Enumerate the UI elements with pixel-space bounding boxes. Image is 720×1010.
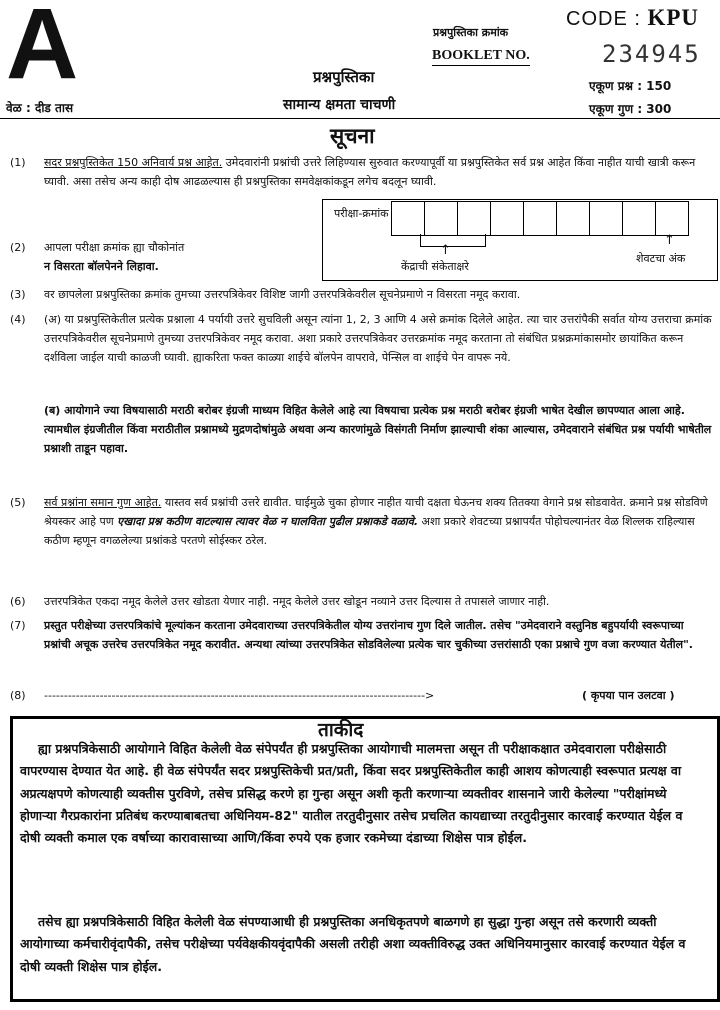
roll-cell[interactable]	[655, 201, 689, 236]
instruction-text-a: (अ) या प्रश्नपुस्तिकेतील प्रत्येक प्रश्नाला 4 पर्यायी उत्तरे सुचविली असून त्यांना 1, 2, 3 आणि 4 असे क्रमांक दिलेले आहेत. त्या चार उत्तरांपैकी सर्वात योग्य उत्तराचा क्रमांक उत्तरपत्रिकेवरील सूचनेप्रमाणे तुमच्या उत्तरपत्रिकेवर नमूद करावा. अशा प्रकारे उत्तरपत्रिकेवर उत्तरक्रमांक नमूद करताना तो संबंधित प्रश्नक्रमांकासमोर छायांकित करून दर्शविला जाईल याची काळजी घ्यावी. ह्याकरिता फक्त काळ्या शाईचे बॉलपेन वापरावे, पेन्सिल वा शाईचे पेन वापरू नये.	[44, 313, 712, 364]
page-title: प्रश्नपुस्तिका	[313, 68, 375, 86]
instruction-number: (3)	[10, 288, 26, 301]
roll-cell[interactable]	[457, 201, 491, 236]
center-code-bracket	[420, 234, 486, 247]
roll-number-cells	[392, 201, 689, 236]
series-letter: A	[6, 0, 79, 100]
instruction-rest: यास्तव सर्व प्रश्नांची उत्तरे द्यावीत. घाईमुळे चुका होणार नाहीत याची दक्षता घेऊनच शक्य तितक्या वेगाने प्रश्न सोडवावेत. क्रमाने प्रश्न सोडविणे श्रेयस्कर आहे पण	[44, 496, 708, 528]
instruction-rest: उमेदवारांनी प्रश्नांची उत्तरे लिहिण्यास सुरुवात करण्यापूर्वी या प्रश्नपुस्तिकेत सर्व प्रश्न आहेत किंवा नाहीत याची खात्री करून घ्यावी. असा तसेच अन्य काही दोष आढळल्यास ही प्रश्नपुस्तिका समवेक्षकांकडून लगेच बदलून घ्यावी.	[44, 156, 696, 188]
warning-title: ताकीद	[318, 719, 364, 741]
roll-number-label: परीक्षा-क्रमांक	[334, 207, 389, 220]
instruction-number: (1)	[10, 156, 26, 169]
instruction-text	[44, 153, 713, 191]
instruction-underlined: सर्व प्रश्नांना समान गुण आहेत.	[44, 496, 162, 509]
instruction-number: (5)	[10, 496, 26, 509]
instruction-emphasis: एखादा प्रश्न कठीण वाटल्यास त्यावर वेळ न घालविता पुढील प्रश्नाकडे वळावे.	[117, 515, 419, 528]
warning-paragraph: ह्या प्रश्नपत्रिकेसाठी आयोगाने विहित केलेली वेळ संपेपर्यंत ही प्रश्नपुस्तिका आयोगाची मालमत्ता असून ती परीक्षाकक्षात उमेदवाराला परीक्षेसाठी वापरण्यास देण्यात येत आहे. ही वेळ संपेपर्यंत सदर प्रश्नपुस्तिकेची प्रत/प्रती, किंवा सदर प्रश्नपुस्तिकेतील काही आशय कोणत्याही स्वरूपात प्रत्यक्ष वा अप्रत्यक्षपणे कोणत्याही व्यक्तीस पुरविणे, तसेच प्रसिद्ध करणे हा गुन्हा असून अशी कृती करणाऱ्या व्यक्तीवर शासनाने जारी केलेल्या "परीक्षांमध्ये होणाऱ्या गैरप्रकारांना प्रतिबंध करण्याबाबतचा अधिनियम-82" यातील तरतुदीनुसार तसेच प्रचलित कायद्याच्या तरतुदीनुसार कारवाई करण्यात येईल व दोषी व्यक्ती कमाल एक वर्षाच्या कारावासाच्या आणि/किंवा रुपये एक हजार रकमेच्या दंडाच्या शिक्षेस पात्र होईल.	[20, 741, 683, 846]
instruction-text-b: (ब) आयोगाने ज्या विषयासाठी मराठी बरोबर इंग्रजी माध्यम विहित केलेले आहे त्या विषयाचा प्रत्येक प्रश्न मराठी बरोबर इंग्रजी भाषेत देखील छापण्यात आला आहे. त्यामधील इंग्रजीतील किंवा मराठीतील प्रश्नामध्ये मुद्रणदोषांमुळे अथवा अन्य कारणांमुळे विसंगती निर्माण झाल्याची शंका आल्यास, उमेदवाराने संबंधित प्रश्न पर्यायी भाषेतील प्रश्नाशी ताडून पहावा.	[44, 404, 712, 455]
code-label: CODE :	[566, 8, 641, 30]
warning-paragraph: तसेच ह्या प्रश्नपत्रिकेसाठी विहित केलेली वेळ संपण्याआधी ही प्रश्नपुस्तिका अनधिकृतपणे बाळगणे हा सुद्धा गुन्हा असून तसे करणारी व्यक्ती आयोगाच्या कर्मचारीवृंदापैकी, तसेच परीक्षेच्या पर्यवेक्षकीयवृंदापैकी असली तरीही अशा व्यक्तीविरुद्ध उक्त अधिनियमानुसार कारवाई करण्यात येईल व दोषी व्यक्ती शिक्षेस पात्र होईल.	[20, 914, 686, 974]
instruction-number: (6)	[10, 595, 26, 608]
booklet-label: प्रश्नपुस्तिका क्रमांक	[433, 26, 509, 39]
instruction-text: आपला परीक्षा क्रमांक ह्या चौकोनांत	[44, 241, 185, 254]
total-marks: एकूण गुण : 300	[589, 102, 672, 116]
instruction-number: (7)	[10, 619, 26, 632]
instruction-text: वर छापलेला प्रश्नपुस्तिका क्रमांक तुमच्या उत्तरपत्रिकेवर विशिष्ट जागी उत्तरपत्रिकेवरील सूचनेप्रमाणे न विसरता नमूद करावा.	[44, 288, 521, 301]
turn-page-text: ( कृपया पान उलटवा )	[582, 689, 675, 702]
instruction-dashes: ------------------------------------------------------------------------------------------------>	[44, 689, 435, 702]
roll-cell[interactable]	[490, 201, 524, 236]
instruction-number: (2)	[10, 241, 26, 254]
exam-time: वेळ : दीड तास	[6, 101, 74, 115]
instruction-text	[44, 493, 713, 550]
instruction-text: उत्तरपत्रिकेत एकदा नमूद केलेले उत्तर खोडता येणार नाही. नमूद केलेले उत्तर खोडून नव्याने उत्तर दिल्यास ते तपासले जाणार नाही.	[44, 595, 550, 608]
roll-cell[interactable]	[424, 201, 458, 236]
arrow-up-icon: ↑	[440, 243, 451, 258]
instruction-underlined: सदर प्रश्नपुस्तिकेत 150 अनिवार्य प्रश्न आहेत.	[44, 156, 223, 169]
instructions-title: सूचना	[330, 124, 375, 148]
booklet-number: 234945	[602, 40, 701, 68]
roll-cell[interactable]	[391, 201, 425, 236]
instruction-number: (4)	[10, 313, 26, 326]
instruction-text-bold: न विसरता बॉलपेनने लिहावा.	[44, 260, 159, 273]
page-subtitle: सामान्य क्षमता चाचणी	[283, 97, 396, 113]
booklet-no-label: BOOKLET NO.	[432, 48, 530, 66]
roll-cell[interactable]	[622, 201, 656, 236]
last-digit-label: शेवटचा अंक	[636, 252, 686, 265]
instruction-text: प्रस्तुत परीक्षेच्या उत्तरपत्रिकांचे मूल्यांकन करताना उमेदवाराच्या उत्तरपत्रिकेतील योग्य उत्तरांनाच गुण दिले जातील. तसेच "उमेदवाराने वस्तुनिष्ठ बहुपर्यायी स्वरूपाच्या प्रश्नांची अचूक उत्तरेच उत्तरपत्रिकेत नमूद करावीत. अन्यथा त्यांच्या उत्तरपत्रिकेत सोडविलेल्या प्रत्येक चार चुकीच्या उत्तरांसाठी एका प्रश्नाचे गुण वजा करण्यात येतील".	[44, 619, 693, 651]
center-code-label: केंद्राची संकेताक्षरे	[401, 260, 469, 273]
header-divider	[0, 118, 720, 119]
arrow-up-icon: ↑	[664, 233, 675, 248]
instruction-rest: अशा प्रकारे शेवटच्या प्रश्नापर्यंत पोहोचल्यानंतर वेळ शिल्लक राहिल्यास कठीण म्हणून वगळलेल्या प्रश्नांकडे परतणे सोईस्कर ठरेल.	[44, 515, 695, 547]
instruction-number: (8)	[10, 689, 26, 702]
roll-cell[interactable]	[589, 201, 623, 236]
total-questions: एकूण प्रश्न : 150	[589, 79, 672, 93]
roll-cell[interactable]	[523, 201, 557, 236]
code-value: KPU	[647, 5, 700, 30]
roll-cell[interactable]	[556, 201, 590, 236]
code	[566, 5, 699, 31]
